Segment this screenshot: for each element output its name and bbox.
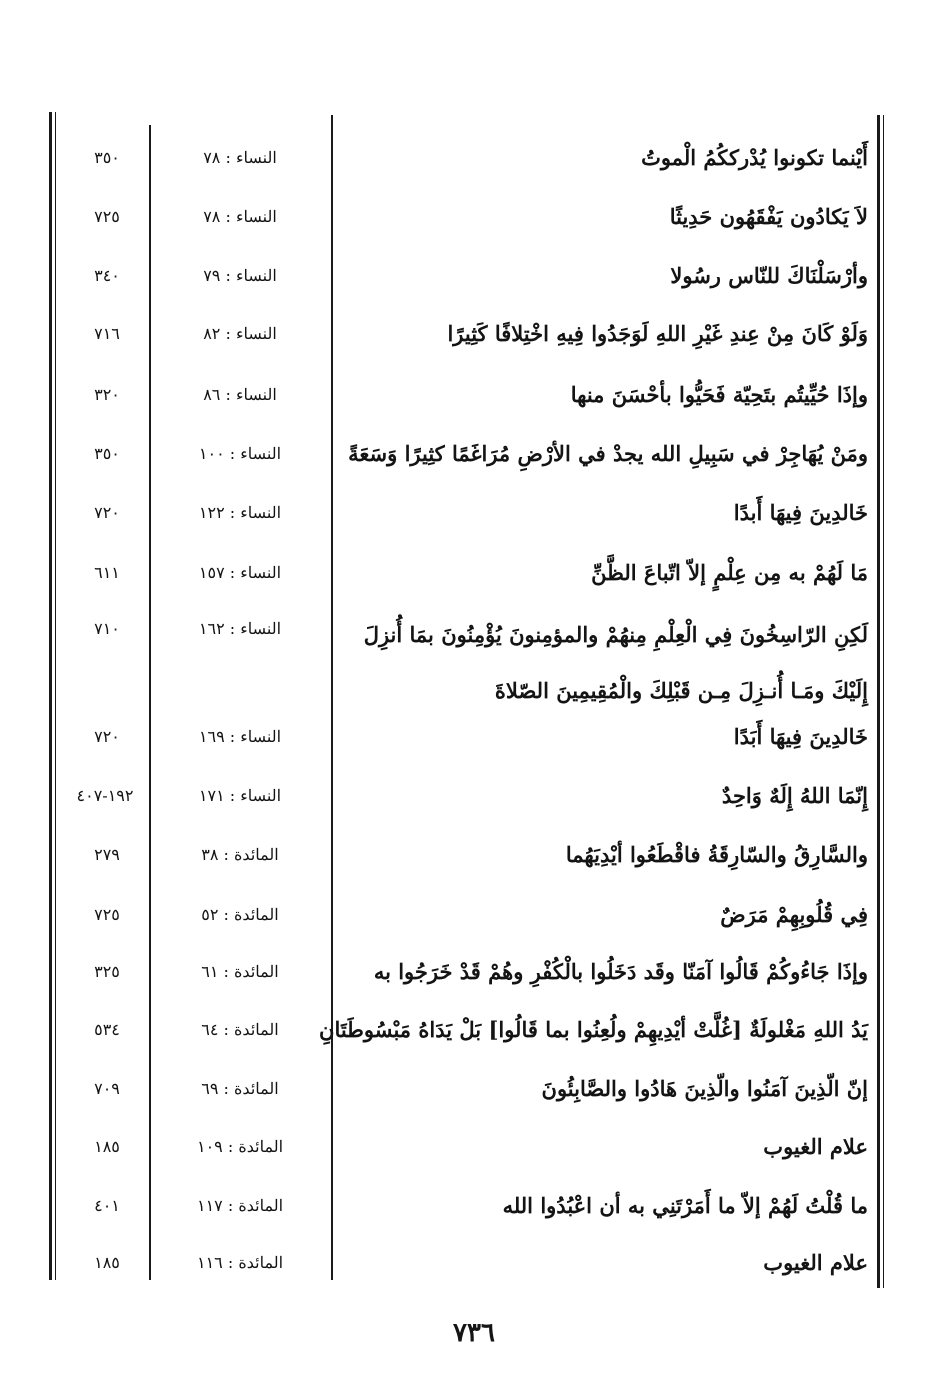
surah-reference: المائدة : ٣٨ xyxy=(201,845,279,864)
folio-page-number: ٧٣٦ xyxy=(453,1318,495,1348)
index-row xyxy=(0,717,948,757)
surah-reference: النساء : ٧٩ xyxy=(203,266,277,285)
verse-text: علام الغيوب xyxy=(763,1134,868,1159)
page-number: ٧٠٩ xyxy=(94,1079,120,1098)
verse-text: مَا لَهُمْ به مِن عِلْمٍ إلاّ اتّباعَ الظَّنِّ xyxy=(591,560,868,585)
index-row xyxy=(0,256,948,296)
verse-text: إنّ الّذِينَ آمَنُوا والّذِينَ هَادُوا والصَّابِئُونَ xyxy=(541,1076,868,1101)
surah-reference: النساء : ١٥٧ xyxy=(198,563,282,582)
surah-reference: النساء : ١٦٢ xyxy=(198,619,282,638)
page-number: ٧٢٠ xyxy=(94,503,120,522)
page-number: ٣٤٠ xyxy=(94,266,120,285)
index-row xyxy=(0,434,948,474)
page-number: ٧١٦ xyxy=(94,324,120,343)
page-number: ٧٢٥ xyxy=(94,905,120,924)
verse-text: إِنّمَا اللهُ إِلَهٌ وَاحِدٌ xyxy=(721,783,868,808)
surah-reference: النساء : ٧٨ xyxy=(203,207,277,226)
verse-text: لَكِنِ الرّاسِخُونَ فِي الْعِلْمِ مِنهُمْ والمؤمِنونَ يُؤْمِنُونَ بمَا أُنزِلَ إِلَيْكَ ومَـا أُنـزِلَ مِـن قَبْلِكَ والْمُقِيمِينَ الصّلاةَ xyxy=(363,622,868,703)
index-row xyxy=(0,1127,948,1167)
verse-text: وإذَا جَاءُوكُمْ قَالُوا آمَنّا وقَد دَخَلُوا بالْكُفْرِ وهُمْ قَدْ خَرَجُوا به xyxy=(373,959,868,984)
surah-reference: المائدة : ١١٦ xyxy=(196,1253,284,1272)
verse-text: فِي قُلُوبِهِمْ مَرَضٌ xyxy=(720,902,868,927)
surah-reference: المائدة : ٦٩ xyxy=(201,1079,279,1098)
surah-reference: النساء : ٨٢ xyxy=(203,324,277,343)
surah-reference: النساء : ١٢٢ xyxy=(198,503,282,522)
page-number: ٣٢٠ xyxy=(94,385,120,404)
verse-text: والسَّارِقُ والسّارِقَةُ فاقْطَعُوا أيْدِيَهُما xyxy=(565,842,868,867)
index-row xyxy=(0,493,948,533)
index-row xyxy=(0,835,948,875)
page-number: ٥٣٤ xyxy=(94,1020,120,1039)
index-row xyxy=(0,197,948,237)
verse-text: خَالدِينَ فِيهَا أَبَدًا xyxy=(733,724,868,749)
page-number: ٧١٠ xyxy=(94,619,120,638)
page-number: ١٨٥ xyxy=(94,1253,120,1272)
index-row xyxy=(0,375,948,415)
surah-reference: المائدة : ٦١ xyxy=(201,962,279,981)
index-row xyxy=(0,607,948,707)
page-number: ٧٢٥ xyxy=(94,207,120,226)
index-row xyxy=(0,138,948,178)
index-row xyxy=(0,553,948,593)
page-number: ٣٥٠ xyxy=(94,444,120,463)
index-row xyxy=(0,1186,948,1226)
page-number: ١٨٥ xyxy=(94,1137,120,1156)
verse-text: خَالدِينَ فِيهَا أَبدًا xyxy=(733,500,868,525)
page-number: ١٩٢-٤٠٧ xyxy=(76,786,134,805)
verse-text: وَلَوْ كَانَ مِنْ عِندِ غَيْرِ اللهِ لَوَجَدُوا فِيهِ اخْتِلافًا كَثِيرًا xyxy=(447,321,868,346)
surah-reference: المائدة : ١٠٩ xyxy=(196,1137,284,1156)
verse-text: ما قُلْتُ لَهُمْ إلاّ ما أَمَرْتَنِي به أن اعْبُدُوا الله xyxy=(502,1193,868,1218)
page-number: ٤٠١ xyxy=(94,1196,120,1215)
verse-text: أَيْنما تكونوا يُدْرككُمُ الْموتُ xyxy=(641,145,868,170)
index-row xyxy=(0,1069,948,1109)
page-number: ٦١١ xyxy=(94,563,120,582)
surah-reference: المائدة : ٦٤ xyxy=(201,1020,279,1039)
surah-reference: النساء : ١٠٠ xyxy=(198,444,282,463)
surah-reference: النساء : ٧٨ xyxy=(203,148,277,167)
page-number: ٣٢٥ xyxy=(94,962,120,981)
surah-reference: النساء : ١٦٩ xyxy=(198,727,282,746)
page-number: ٢٧٩ xyxy=(94,845,120,864)
verse-text: لاَ يَكادُون يَفْقَهُون حَدِيثًا xyxy=(669,204,868,229)
surah-reference: المائدة : ١١٧ xyxy=(196,1196,284,1215)
surah-reference: المائدة : ٥٢ xyxy=(201,905,279,924)
index-row xyxy=(0,1243,948,1283)
index-row xyxy=(0,952,948,992)
index-row xyxy=(0,895,948,935)
verse-text: وإذَا حُيِّيتُم بتَحِيّة فَحَيُّوا بأحْسَنَ منها xyxy=(570,382,868,407)
verse-text: علام الغيوب xyxy=(763,1250,868,1275)
index-row xyxy=(0,1010,948,1050)
verse-text: وأرْسَلْنَاكَ للنّاس رسُولا xyxy=(670,263,868,288)
index-row xyxy=(0,314,948,354)
page-number: ٧٢٠ xyxy=(94,727,120,746)
verse-text: يَدُ اللهِ مَغْلولَةٌ [غُلَّتْ أيْدِيهِمْ ولُعِنُوا بما قَالُوا] بَلْ يَدَاهُ مَبْسُوطَتَانِ xyxy=(319,1017,868,1042)
page-number: ٣٥٠ xyxy=(94,148,120,167)
verse-text: ومَنْ يُهَاجِرْ في سَبِيلِ الله يجدْ في الأرْضِ مُرَاغَمًا كثِيرًا وَسَعَةً xyxy=(348,441,868,466)
index-row xyxy=(0,776,948,816)
surah-reference: النساء : ١٧١ xyxy=(198,786,282,805)
surah-reference: النساء : ٨٦ xyxy=(203,385,277,404)
